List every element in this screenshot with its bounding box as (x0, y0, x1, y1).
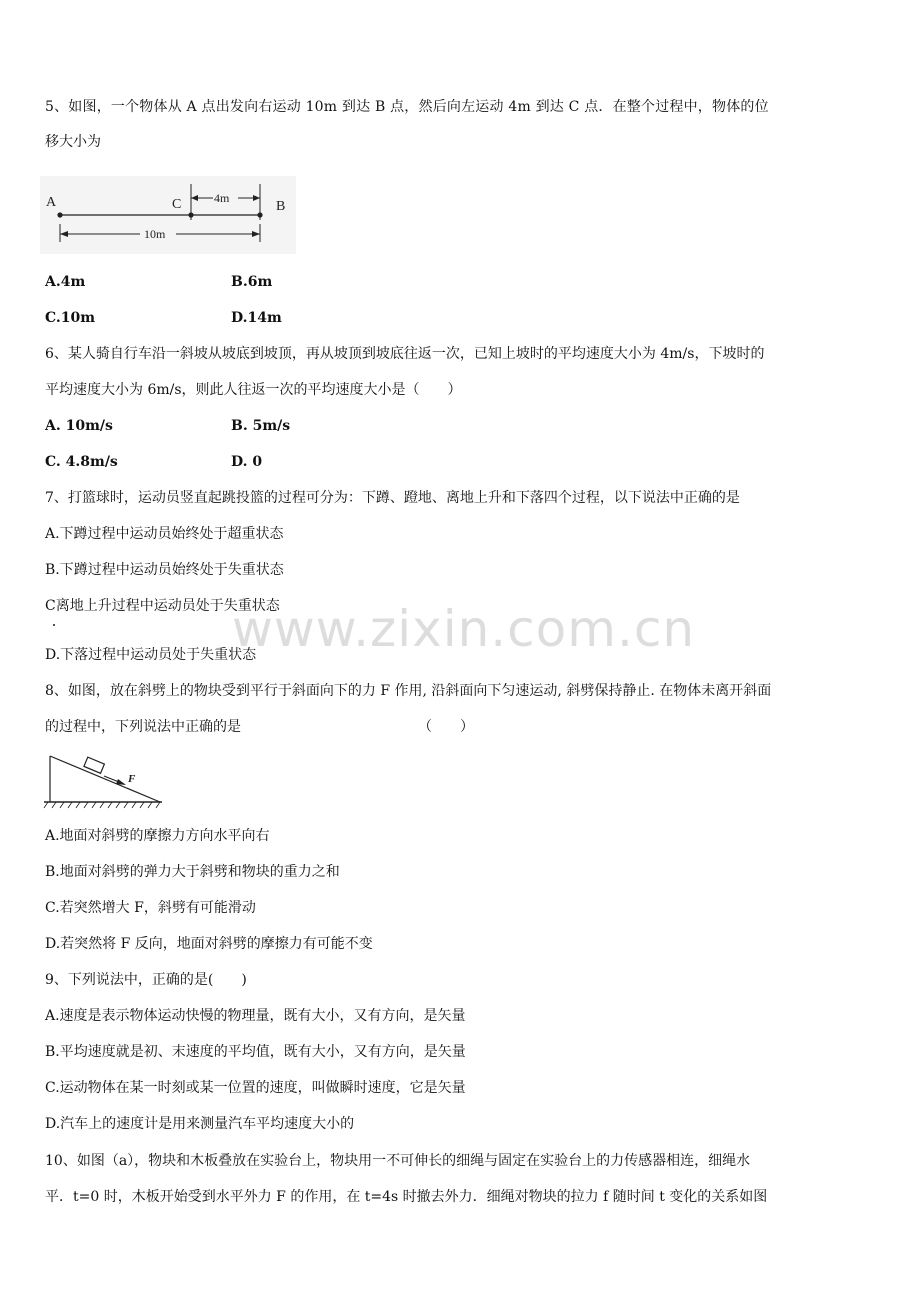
q7-stem: 7、打篮球时，运动员竖直起跳投篮的过程可分为：下蹲、蹬地、离地上升和下落四个过程，以下说法中正确的是 (45, 490, 740, 506)
q9-option-d[interactable]: D.汽车上的速度计是用来测量汽车平均速度大小的 (45, 1116, 355, 1132)
q8-stem-line1: 8、如图，放在斜劈上的物块受到平行于斜面向下的力 F 作用, 沿斜面向下匀速运动, 斜劈保持静止. 在物体未离开斜面 (45, 683, 772, 699)
q10-stem-line1: 10、如图（a），物块和木板叠放在实验台上，物块用一不可伸长的细绳与固定在实验台上的力传感器相连，细绳水 (45, 1153, 751, 1169)
q5-label-4m: 4m (214, 191, 230, 205)
q5-option-d[interactable]: D.14m (231, 310, 282, 326)
q9-option-a[interactable]: A.速度是表示物体运动快慢的物理量，既有大小，又有方向，是矢量 (45, 1008, 466, 1024)
q7-option-c[interactable]: C离地上升过程中运动员处于失重状态 (45, 598, 280, 614)
q5-label-b: B (276, 199, 286, 214)
q5-label-a: A (46, 195, 57, 210)
q6-stem-line2: 平均速度大小为 6m/s，则此人往返一次的平均速度大小是（ ） (45, 382, 462, 398)
q7-option-d[interactable]: D.下落过程中运动员处于失重状态 (45, 647, 257, 663)
q5-displacement-figure (40, 176, 296, 254)
q6-option-d[interactable]: D. 0 (231, 454, 263, 470)
q8-option-c[interactable]: C.若突然增大 F，斜劈有可能滑动 (45, 900, 256, 916)
q9-option-b[interactable]: B.平均速度就是初、末速度的平均值，既有大小，又有方向，是矢量 (45, 1044, 466, 1060)
watermark: www.zixin.com.cn (232, 600, 696, 658)
q6-stem-line1: 6、某人骑自行车沿一斜坡从坡底到坡顶，再从坡顶到坡底往返一次，已知上坡时的平均速度大小为 4m/s，下坡时的 (45, 346, 765, 362)
q7-option-b[interactable]: B.下蹲过程中运动员始终处于失重状态 (45, 562, 284, 578)
q8-stem-line2: 的过程中，下列说法中正确的是 (45, 719, 241, 735)
q10-stem-line2: 平．t=0 时，木板开始受到水平外力 F 的作用，在 t=4s 时撤去外力．细绳对物块的拉力 f 随时间 t 变化的关系如图 (45, 1189, 768, 1205)
q5-label-10m: 10m (144, 227, 166, 241)
q5-option-a[interactable]: A.4m (45, 274, 86, 290)
q5-option-c[interactable]: C.10m (45, 310, 96, 326)
q6-option-c[interactable]: C. 4.8m/s (45, 454, 118, 470)
q9-stem: 9、下列说法中，正确的是( ) (45, 972, 247, 988)
stray-dot (53, 624, 55, 626)
q5-stem-line1: 5、如图，一个物体从 A 点出发向右运动 10m 到达 B 点，然后向左运动 4m 到达 C 点．在整个过程中，物体的位 (45, 99, 769, 115)
q5-option-b[interactable]: B.6m (231, 274, 273, 290)
q6-option-a[interactable]: A. 10m/s (45, 418, 113, 434)
q8-label-f: F (128, 773, 136, 785)
q8-incline-figure (40, 752, 166, 814)
q6-option-b[interactable]: B. 5m/s (231, 418, 291, 434)
q5-stem-line2: 移大小为 (45, 134, 101, 150)
q8-option-d[interactable]: D.若突然将 F 反向，地面对斜劈的摩擦力有可能不变 (45, 936, 373, 952)
q7-option-a[interactable]: A.下蹲过程中运动员始终处于超重状态 (45, 526, 284, 542)
q8-option-a[interactable]: A.地面对斜劈的摩擦力方向水平向右 (45, 828, 270, 844)
q8-option-b[interactable]: B.地面对斜劈的弹力大于斜劈和物块的重力之和 (45, 864, 340, 880)
q8-stem-paren: （ ） (418, 719, 474, 735)
q5-label-c: C (172, 197, 182, 212)
q9-option-c[interactable]: C.运动物体在某一时刻或某一位置的速度，叫做瞬时速度，它是矢量 (45, 1080, 466, 1096)
